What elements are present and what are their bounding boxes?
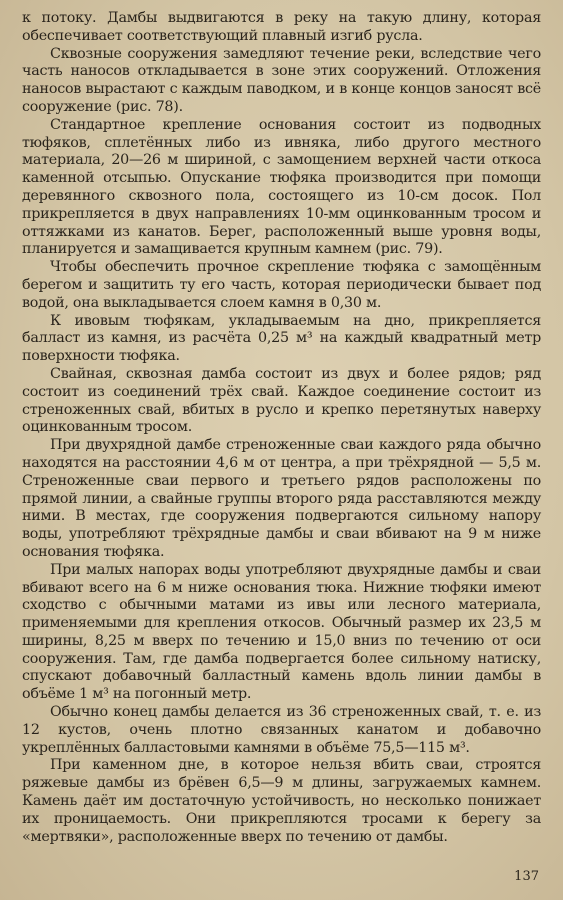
paragraph-5: К ивовым тюфякам, укладываемым на дно, прикрепляется балласт из камня, из расчёта 0,25 м³ на каждый квадратный метр поверхности тюфяка. [22,312,541,365]
paragraph-1: к потоку. Дамбы выдвигаются в реку на такую длину, которая обеспечивает соответствующий плавный изгиб русла. [22,10,541,44]
paragraph-2: Сквозные сооружения замедляют течение реки, вследствие чего часть наносов откладывается в зоне этих сооружений. Отложения наносов вырастают с каждым паводком, и в конце концов заносят всё сооружение (рис. 78). [22,45,541,115]
paragraph-8: При малых напорах воды употребляют двухрядные дамбы и сваи вбивают всего на 6 м ниже основания тюка. Нижние тюфяки имеют сходство с обычными матами из ивы или лесного материала, применяемыми для крепления откосов. Обычный размер их 23,5 м ширины, 8,25 м вверх по течению и 15,0 вниз по течению от оси сооружения. Там, где дамба подвергается более сильному натиску, спускают добавочный балластный камень вдоль линии дамбы в объёме 1 м³ на погонный метр. [22,561,541,703]
paragraph-9: Обычно конец дамбы делается из 36 стреноженных свай, т. е. из 12 кустов, очень плотно связанных канатом и добавочно укреплённых балластовыми камнями в объёме 75,5—115 м³. [22,704,541,756]
paragraph-6: Свайная, сквозная дамба состоит из двух и более рядов; ряд состоит из соединений трёх свай. Каждое соединение состоит из стреноженных свай, вбитых в русло и крепко перетянутых наверху оцинкованным тросом. [22,365,541,436]
paragraph-3: Стандартное крепление основания состоит из подводных тюфяков, сплетённых либо из ивняка, либо другого местного материала, 20—26 м шириной, с замощением верхней части откоса каменной отсыпью. Опускание тюфяка производится при помощи деревянного сквозного пола, состоящего из 10-см досок. Пол прикрепляется в двух направлениях 10-мм оцинкованным тросом и оттяжками из канатов. Берег, расположенный выше уровня воды, планируется и замащивается крупным камнем (рис. 79). [22,116,541,258]
paragraph-4: Чтобы обеспечить прочное скрепление тюфяка с замощённым берегом и защитить ту его часть, которая периодически бывает под водой, она выкладывается слоем камня в 0,30 м. [22,259,541,311]
paragraph-10: При каменном дне, в которое нельзя вбить сваи, строятся ряжевые дамбы из брёвен 6,5—9 м длины, загружаемых камнем. Камень даёт им достаточную устойчивость, но несколько понижает их проницаемость. Они прикрепляются тросами к берегу за «мертвяки», расположенные вверх по течению от дамбы. [22,757,541,845]
page-body [22,10,541,846]
page-number: 137 [514,869,539,885]
paragraph-7: При двухрядной дамбе стреноженные сваи каждого ряда обычно находятся на расстоянии 4,6 м от центра, а при трёхрядной — 5,5 м. Стреноженные сваи первого и третьего рядов расположены по прямой линии, а свайные группы второго ряда расставляются между ними. В местах, где сооружения подвергаются сильному напору воды, употребляют трёхрядные дамбы и сваи вбивают на 9 м ниже основания тюфяка. [22,437,541,560]
